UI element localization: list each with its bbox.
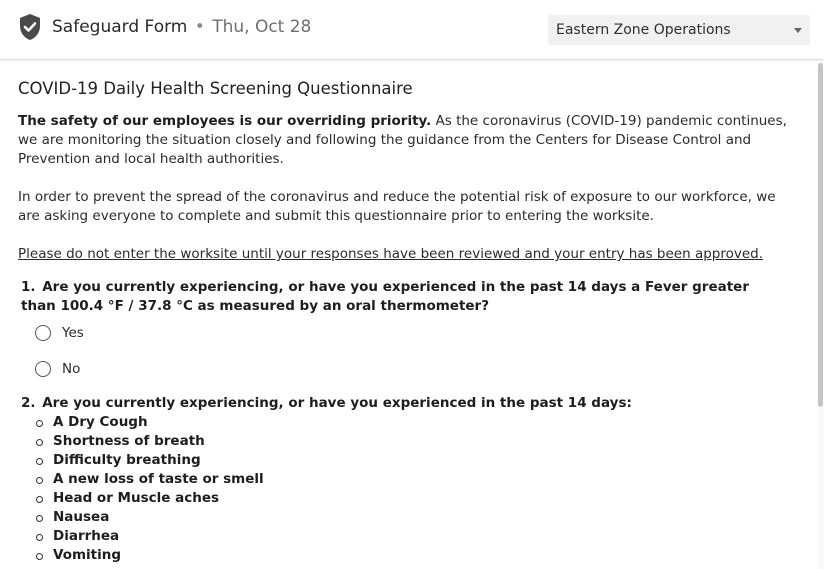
approval-notice: Please do not enter the worksite until your responses have been reviewed and your entry has been approved. [18, 246, 764, 262]
list-item [35, 413, 788, 432]
intro-bold-lead: The safety of our employees is our overriding priority. [18, 113, 432, 129]
page-title: COVID-19 Daily Health Screening Questionnaire [18, 79, 413, 98]
bullet-icon [36, 534, 43, 541]
app-title [52, 16, 311, 38]
radio-yes[interactable] [35, 325, 51, 341]
question-2-text: Are you currently experiencing, or have you experienced in the past 14 days: [42, 395, 632, 411]
chevron-down-icon [794, 28, 802, 33]
list-item [35, 489, 788, 508]
option-no-label[interactable]: No [62, 361, 81, 377]
title-separator: • [194, 17, 205, 37]
symptom-label: Shortness of breath [53, 433, 205, 449]
symptom-label: Vomiting [53, 547, 122, 563]
header-date: Thu, Oct 28 [212, 17, 312, 37]
form-content [18, 61, 788, 565]
zone-select-value: Eastern Zone Operations [556, 22, 731, 38]
symptom-label: Nausea [53, 509, 110, 525]
list-item [35, 470, 788, 489]
bullet-icon [36, 439, 43, 446]
app-header [0, 0, 824, 60]
bullet-icon [36, 477, 43, 484]
question-2 [18, 394, 788, 413]
app-name: Safeguard Form [52, 17, 188, 37]
scrollbar-thumb[interactable] [818, 63, 823, 407]
prevention-paragraph: In order to prevent the spread of the coronavirus and reduce the potential risk of exposure to our workforce, we are asking everyone to complete and submit this questionnaire prior to entering the worksite. [18, 189, 776, 224]
question-1 [18, 278, 788, 316]
bullet-icon [36, 553, 43, 560]
symptom-label: A Dry Cough [53, 414, 148, 430]
symptom-label: Difficulty breathing [53, 452, 201, 468]
bullet-icon [36, 515, 43, 522]
list-item [35, 432, 788, 451]
question-1-text: Are you currently experiencing, or have you experienced in the past 14 days a Fever greater than 100.4 °F / 37.8 °C as measured by an oral thermometer? [21, 279, 749, 314]
radio-no[interactable] [35, 361, 51, 377]
option-yes[interactable] [35, 316, 788, 352]
question-2-number: 2. [21, 395, 36, 411]
list-item [35, 451, 788, 470]
option-yes-label[interactable]: Yes [62, 325, 84, 341]
symptom-label: Diarrhea [53, 528, 120, 544]
shield-check-icon [18, 13, 42, 41]
option-no[interactable] [35, 352, 788, 388]
intro-paragraph [18, 112, 788, 169]
symptom-list [18, 413, 788, 565]
symptom-label: Head or Muscle aches [53, 490, 220, 506]
bullet-icon [36, 420, 43, 427]
zone-select-dropdown[interactable] [548, 15, 810, 45]
bullet-icon [36, 496, 43, 503]
bullet-icon [36, 458, 43, 465]
list-item [35, 508, 788, 527]
question-1-number: 1. [21, 279, 36, 295]
list-item [35, 546, 788, 565]
intro-text: As the coronavirus (COVID-19) pandemic continues, we are monitoring the situation closely and following the guidance from the Centers for Disease Control and Prevention and local health authorities. [18, 113, 787, 167]
list-item [35, 527, 788, 546]
symptom-label: A new loss of taste or smell [53, 471, 264, 487]
